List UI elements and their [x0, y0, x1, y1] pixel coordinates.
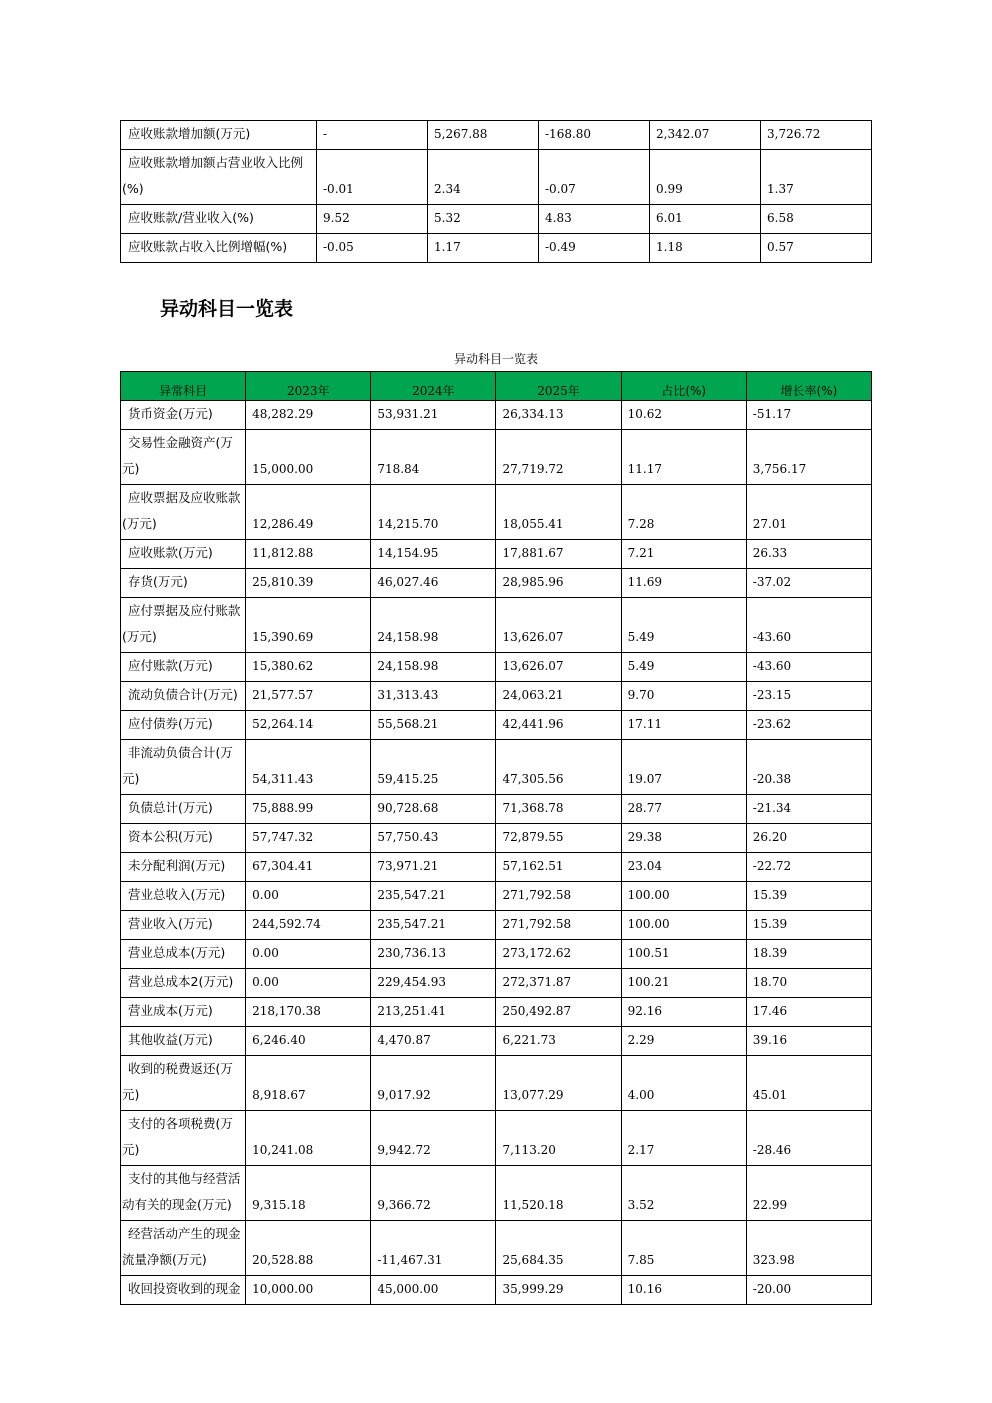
table-caption: 异动科目一览表 [453, 352, 538, 366]
table-cell: 6.01 [650, 205, 761, 234]
row-label: 应收账款增加额(万元) [121, 121, 317, 150]
table-cell: 15.39 [746, 882, 871, 911]
table-cell: -28.46 [746, 1111, 871, 1166]
table-row [121, 205, 872, 234]
table-cell: 5,267.88 [428, 121, 539, 150]
table-row [121, 1221, 872, 1276]
section-heading: 异动科目一览表 [160, 298, 294, 320]
table-cell: 21,577.57 [246, 682, 371, 711]
table-cell: -23.15 [746, 682, 871, 711]
table-cell: 4,470.87 [371, 1027, 496, 1056]
table-row [121, 853, 872, 882]
table-cell: 323.98 [746, 1221, 871, 1276]
table-cell: 9.70 [621, 682, 746, 711]
row-label: 营业收入(万元) [121, 911, 246, 940]
table-cell: 13,077.29 [496, 1056, 621, 1111]
table-cell: 45,000.00 [371, 1276, 496, 1305]
table-cell: -0.01 [317, 150, 428, 205]
row-label: 货币资金(万元) [121, 401, 246, 430]
table-cell: 57,747.32 [246, 824, 371, 853]
table-row [121, 598, 872, 653]
table-cell: 7.21 [621, 540, 746, 569]
table-cell: 271,792.58 [496, 911, 621, 940]
column-header: 异常科目 [121, 372, 246, 401]
table-cell: 72,879.55 [496, 824, 621, 853]
row-label: 流动负债合计(万元) [121, 682, 246, 711]
table-cell: -22.72 [746, 853, 871, 882]
table-cell: 57,162.51 [496, 853, 621, 882]
table-cell: 2.34 [428, 150, 539, 205]
table-cell: 59,415.25 [371, 740, 496, 795]
row-label: 应收账款增加额占营业收入比例(%) [121, 150, 317, 205]
row-label: 其他收益(万元) [121, 1027, 246, 1056]
table-cell: 11.69 [621, 569, 746, 598]
table-cell: 71,368.78 [496, 795, 621, 824]
row-label: 非流动负债合计(万元) [121, 740, 246, 795]
table-cell: 100.21 [621, 969, 746, 998]
table-cell: 24,158.98 [371, 653, 496, 682]
table-cell: -37.02 [746, 569, 871, 598]
row-label: 负债总计(万元) [121, 795, 246, 824]
table-row [121, 485, 872, 540]
table-cell: 24,158.98 [371, 598, 496, 653]
table-cell: 35,999.29 [496, 1276, 621, 1305]
table-cell: 3,726.72 [761, 121, 872, 150]
table-cell: 54,311.43 [246, 740, 371, 795]
table-row [121, 1276, 872, 1305]
column-header: 2025年 [496, 372, 621, 401]
table-row [121, 824, 872, 853]
table-cell: 9,315.18 [246, 1166, 371, 1221]
table-cell: -43.60 [746, 653, 871, 682]
table-cell: 26.33 [746, 540, 871, 569]
table-cell: 11,812.88 [246, 540, 371, 569]
table-row [121, 121, 872, 150]
table-cell: 0.00 [246, 882, 371, 911]
table-cell: 67,304.41 [246, 853, 371, 882]
row-label: 未分配利润(万元) [121, 853, 246, 882]
table-cell: 19.07 [621, 740, 746, 795]
table-cell: 718.84 [371, 430, 496, 485]
table-cell: 28.77 [621, 795, 746, 824]
row-label: 应付票据及应付账款(万元) [121, 598, 246, 653]
table-cell: -0.05 [317, 234, 428, 263]
table-cell: -168.80 [539, 121, 650, 150]
table-cell: 6,221.73 [496, 1027, 621, 1056]
table-cell: 27,719.72 [496, 430, 621, 485]
table-row [121, 1027, 872, 1056]
row-label: 存货(万元) [121, 569, 246, 598]
table-row [121, 998, 872, 1027]
table-row [121, 1111, 872, 1166]
table-cell: 55,568.21 [371, 711, 496, 740]
table-cell: 9,017.92 [371, 1056, 496, 1111]
table-cell: 46,027.46 [371, 569, 496, 598]
table-row [121, 969, 872, 998]
row-label: 应收票据及应收账款(万元) [121, 485, 246, 540]
table-cell: 244,592.74 [246, 911, 371, 940]
table-row [121, 234, 872, 263]
table-cell: 26.20 [746, 824, 871, 853]
table-cell: 100.00 [621, 911, 746, 940]
table-row [121, 430, 872, 485]
row-label: 收到的税费返还(万元) [121, 1056, 246, 1111]
table-cell: 9.52 [317, 205, 428, 234]
table-cell: 15,000.00 [246, 430, 371, 485]
table-cell: 23.04 [621, 853, 746, 882]
anomaly-table [120, 371, 872, 1305]
table-cell: -11,467.31 [371, 1221, 496, 1276]
table-cell: 18,055.41 [496, 485, 621, 540]
table-cell: 7,113.20 [496, 1111, 621, 1166]
table-cell: 1.18 [650, 234, 761, 263]
table-cell: 0.00 [246, 940, 371, 969]
table-cell: 14,154.95 [371, 540, 496, 569]
table-cell: 2,342.07 [650, 121, 761, 150]
table-cell: 15.39 [746, 911, 871, 940]
table-cell: 53,931.21 [371, 401, 496, 430]
table-cell: 0.99 [650, 150, 761, 205]
table-cell: 2.17 [621, 1111, 746, 1166]
table-cell: 5.49 [621, 598, 746, 653]
table-row [121, 940, 872, 969]
column-header: 2023年 [246, 372, 371, 401]
table-cell: 250,492.87 [496, 998, 621, 1027]
table-cell: 4.83 [539, 205, 650, 234]
receivables-table [120, 120, 872, 263]
table-cell: 25,684.35 [496, 1221, 621, 1276]
table-cell: 26,334.13 [496, 401, 621, 430]
row-label: 营业成本(万元) [121, 998, 246, 1027]
row-label: 营业总收入(万元) [121, 882, 246, 911]
table-cell: 213,251.41 [371, 998, 496, 1027]
table-cell: 13,626.07 [496, 598, 621, 653]
table-row [121, 1166, 872, 1221]
row-label: 营业总成本2(万元) [121, 969, 246, 998]
table-cell: 13,626.07 [496, 653, 621, 682]
anomaly-table-body [121, 401, 872, 1305]
anomaly-table-header [121, 372, 872, 401]
table-cell: 7.28 [621, 485, 746, 540]
table-row [121, 882, 872, 911]
table-cell: 20,528.88 [246, 1221, 371, 1276]
table-cell: 0.00 [246, 969, 371, 998]
table-cell: 24,063.21 [496, 682, 621, 711]
table-cell: 48,282.29 [246, 401, 371, 430]
row-label: 应付债券(万元) [121, 711, 246, 740]
table-row [121, 682, 872, 711]
table-cell: 45.01 [746, 1056, 871, 1111]
table-cell: 15,390.69 [246, 598, 371, 653]
table-cell: 73,971.21 [371, 853, 496, 882]
row-label: 营业总成本(万元) [121, 940, 246, 969]
table-cell: -51.17 [746, 401, 871, 430]
table-row [121, 569, 872, 598]
table-cell: 11,520.18 [496, 1166, 621, 1221]
table-row [121, 740, 872, 795]
table-cell: 271,792.58 [496, 882, 621, 911]
table-cell: 90,728.68 [371, 795, 496, 824]
table-cell: 11.17 [621, 430, 746, 485]
table-row [121, 150, 872, 205]
table-row [121, 711, 872, 740]
header-row [121, 372, 872, 401]
table-cell: 57,750.43 [371, 824, 496, 853]
row-label: 应收账款(万元) [121, 540, 246, 569]
table-cell: 218,170.38 [246, 998, 371, 1027]
table-cell: 12,286.49 [246, 485, 371, 540]
row-label: 资本公积(万元) [121, 824, 246, 853]
table-cell: 29.38 [621, 824, 746, 853]
row-label: 应付账款(万元) [121, 653, 246, 682]
table-cell: 3,756.17 [746, 430, 871, 485]
table-row [121, 911, 872, 940]
table-cell: -43.60 [746, 598, 871, 653]
table-cell: 100.00 [621, 882, 746, 911]
table-cell: 18.70 [746, 969, 871, 998]
row-label: 收回投资收到的现金 [121, 1276, 246, 1305]
table-cell: 10.62 [621, 401, 746, 430]
table-cell: 7.85 [621, 1221, 746, 1276]
table-row [121, 540, 872, 569]
table-cell: 5.32 [428, 205, 539, 234]
table-cell: 0.57 [761, 234, 872, 263]
table-cell: 9,942.72 [371, 1111, 496, 1166]
receivables-table-body [121, 121, 872, 263]
table-cell: -23.62 [746, 711, 871, 740]
table-cell: 3.52 [621, 1166, 746, 1221]
table-cell: 235,547.21 [371, 882, 496, 911]
table-cell: 1.17 [428, 234, 539, 263]
table-cell: 42,441.96 [496, 711, 621, 740]
table-row [121, 1056, 872, 1111]
table-cell: 272,371.87 [496, 969, 621, 998]
table-cell: 6,246.40 [246, 1027, 371, 1056]
table-cell: 75,888.99 [246, 795, 371, 824]
table-cell: 4.00 [621, 1056, 746, 1111]
table-cell: 14,215.70 [371, 485, 496, 540]
table-cell: 17.11 [621, 711, 746, 740]
row-label: 应收账款/营业收入(%) [121, 205, 317, 234]
table-cell: 235,547.21 [371, 911, 496, 940]
table-cell: 1.37 [761, 150, 872, 205]
row-label: 交易性金融资产(万元) [121, 430, 246, 485]
table-cell: 31,313.43 [371, 682, 496, 711]
table-cell: 6.58 [761, 205, 872, 234]
table-cell: 230,736.13 [371, 940, 496, 969]
column-header: 增长率(%) [746, 372, 871, 401]
table-cell: -0.49 [539, 234, 650, 263]
table-cell: 273,172.62 [496, 940, 621, 969]
row-label: 支付的其他与经营活动有关的现金(万元) [121, 1166, 246, 1221]
table-cell: 8,918.67 [246, 1056, 371, 1111]
table-cell: 39.16 [746, 1027, 871, 1056]
row-label: 支付的各项税费(万元) [121, 1111, 246, 1166]
table-cell: 18.39 [746, 940, 871, 969]
column-header: 2024年 [371, 372, 496, 401]
table-cell: 22.99 [746, 1166, 871, 1221]
table-cell: 28,985.96 [496, 569, 621, 598]
table-cell: 15,380.62 [246, 653, 371, 682]
row-label: 经营活动产生的现金流量净额(万元) [121, 1221, 246, 1276]
table-cell: -21.34 [746, 795, 871, 824]
column-header: 占比(%) [621, 372, 746, 401]
table-cell: 100.51 [621, 940, 746, 969]
table-cell: 10.16 [621, 1276, 746, 1305]
table-cell: 92.16 [621, 998, 746, 1027]
table-cell: 52,264.14 [246, 711, 371, 740]
table-cell: 17.46 [746, 998, 871, 1027]
table-cell: 47,305.56 [496, 740, 621, 795]
table-cell: 9,366.72 [371, 1166, 496, 1221]
table-cell: -20.00 [746, 1276, 871, 1305]
table-cell: 10,000.00 [246, 1276, 371, 1305]
table-row [121, 401, 872, 430]
table-cell: 229,454.93 [371, 969, 496, 998]
table-row [121, 653, 872, 682]
table-cell: -20.38 [746, 740, 871, 795]
table-cell: 25,810.39 [246, 569, 371, 598]
table-cell: - [317, 121, 428, 150]
table-cell: 5.49 [621, 653, 746, 682]
table-cell: -0.07 [539, 150, 650, 205]
table-cell: 2.29 [621, 1027, 746, 1056]
row-label: 应收账款占收入比例增幅(%) [121, 234, 317, 263]
table-cell: 10,241.08 [246, 1111, 371, 1166]
table-cell: 27.01 [746, 485, 871, 540]
table-row [121, 795, 872, 824]
table-cell: 17,881.67 [496, 540, 621, 569]
